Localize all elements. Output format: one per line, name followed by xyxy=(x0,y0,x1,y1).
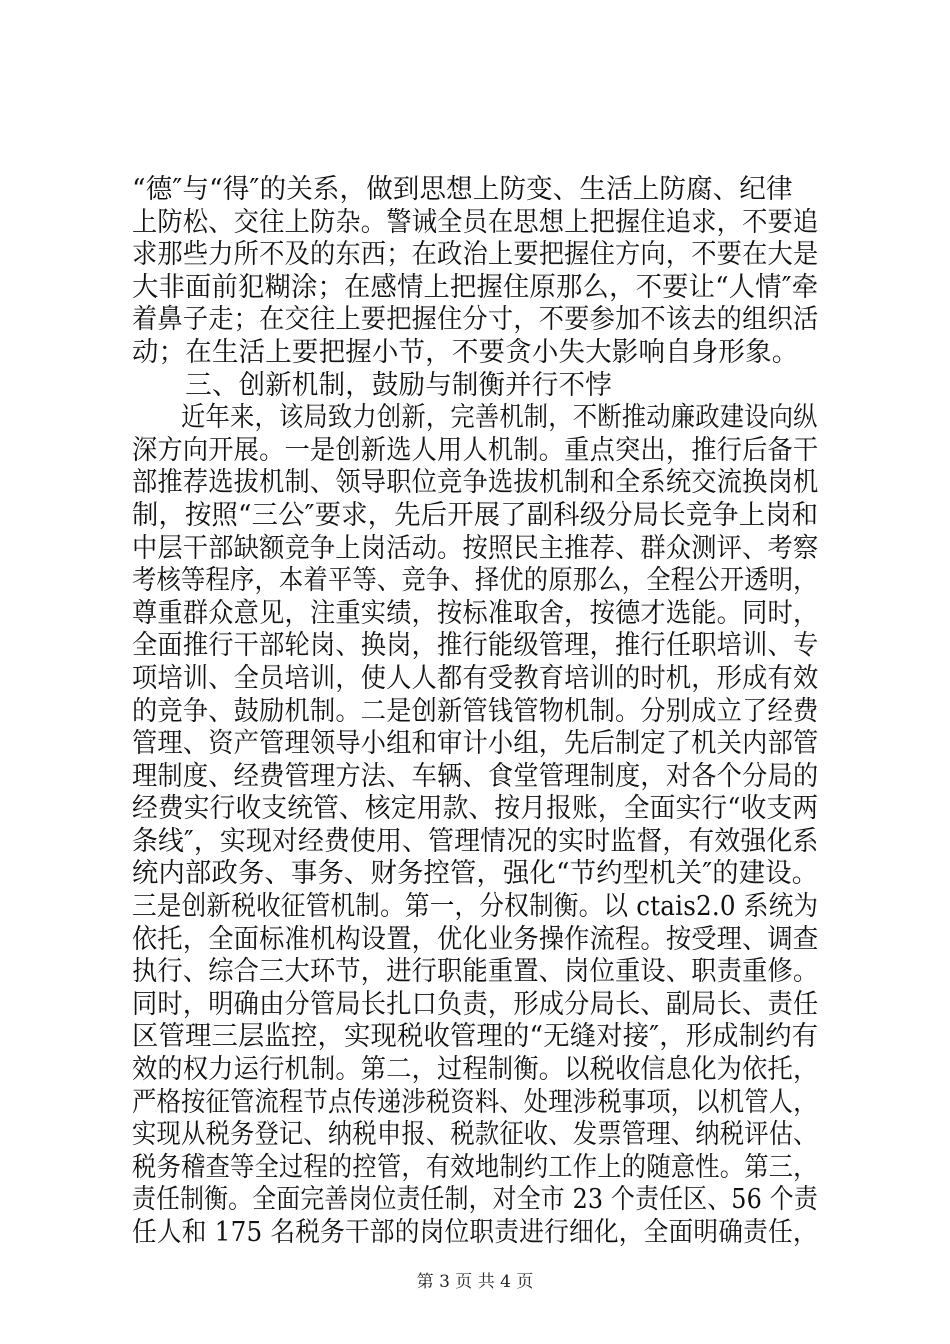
text-line: 依托，全面标准机构设置，优化业务操作流程。按受理、调查 xyxy=(132,923,819,955)
text-line: 理制度、经费管理方法、车辆、食堂管理制度，对各个分局的 xyxy=(132,760,819,792)
text-line: 全面推行干部轮岗、换岗，推行能级管理，推行任职培训、专 xyxy=(132,630,819,662)
text-line: 三是创新税收征管机制。第一，分权制衡。以 ctais2.0 系统为 xyxy=(132,891,819,923)
page-footer: 第 3 页 共 4 页 xyxy=(416,1272,534,1292)
text-line: 尊重群众意见，注重实绩，按标准取舍，按德才选能。同时， xyxy=(132,597,819,629)
text-line: 税务稽查等全过程的控管，有效地制约工作上的随意性。第三， xyxy=(132,1151,818,1183)
text-line: 条线″，实现对经费使用、管理情况的实时监督，有效强化系 xyxy=(132,825,819,857)
text-line: 的竞争、鼓励机制。二是创新管钱管物机制。分别成立了经费 xyxy=(132,695,819,727)
text-line: 项培训、全员培训，使人人都有受教育培训的时机，形成有效 xyxy=(132,662,819,694)
text-line: 近年来，该局致力创新，完善机制，不断推动廉政建设向纵 xyxy=(132,402,818,434)
text-line: 考核等程序，本着平等、竞争、择优的原那么，全程公开透明， xyxy=(132,565,818,597)
text-line: 上防松、交往上防杂。警诫全员在思想上把握住追求，不要追 xyxy=(132,206,819,238)
text-line: 中层干部缺额竞争上岗活动。按照民主推荐、群众测评、考察 xyxy=(132,532,819,564)
text-line: 大非面前犯糊涂；在感情上把握住原那么，不要让“人情″牵 xyxy=(132,271,819,303)
text-line: 同时，明确由分管局长扎口负责，形成分局长、副局长、责任 xyxy=(132,988,819,1020)
text-line: 求那些力所不及的东西；在政治上要把握住方向，不要在大是 xyxy=(132,239,819,271)
text-line: 任人和 175 名税务干部的岗位职责进行细化，全面明确责任， xyxy=(132,1217,818,1248)
text-line: 责任制衡。全面完善岗位责任制，对全市 23 个责任区、56 个责 xyxy=(132,1184,818,1216)
text-line: 区管理三层监控，实现税收管理的“无缝对接″，形成制约有 xyxy=(132,1021,819,1053)
text-line: 着鼻子走；在交往上要把握住分寸，不要参加不该去的组织活 xyxy=(132,304,819,336)
text-line: 统内部政务、事务、财务控管，强化“节约型机关″的建设。 xyxy=(132,858,819,890)
text-line: 动；在生活上要把握小节，不要贪小失大影响自身形象。 xyxy=(132,336,799,368)
text-line: 实现从税务登记、纳税申报、税款征收、发票管理、纳税评估、 xyxy=(132,1119,818,1151)
text-line: 三、创新机制，鼓励与制衡并行不悖 xyxy=(132,369,612,401)
text-line: 部推荐选拔机制、领导职位竞争选拔机制和全系统交流换岗机 xyxy=(132,467,819,499)
body-text xyxy=(132,174,832,1250)
text-line: 严格按征管流程节点传递涉税资料、处理涉税事项，以机管人， xyxy=(132,1086,818,1118)
text-line: 执行、综合三大环节，进行职能重置、岗位重设、职责重修。 xyxy=(132,956,819,988)
text-line: 经费实行收支统管、核定用款、按月报账，全面实行“收支两 xyxy=(132,793,819,825)
text-line: 效的权力运行机制。第二，过程制衡。以税收信息化为依托， xyxy=(132,1054,819,1086)
text-line: “德″与“得″的关系，做到思想上防变、生活上防腐、纪律 xyxy=(132,174,793,205)
text-line: 制，按照“三公″要求，先后开展了副科级分局长竞争上岗和 xyxy=(132,499,819,531)
text-line: 深方向开展。一是创新选人用人机制。重点突出，推行后备干 xyxy=(132,434,819,466)
text-line: 管理、资产管理领导小组和审计小组，先后制定了机关内部管 xyxy=(132,728,819,760)
